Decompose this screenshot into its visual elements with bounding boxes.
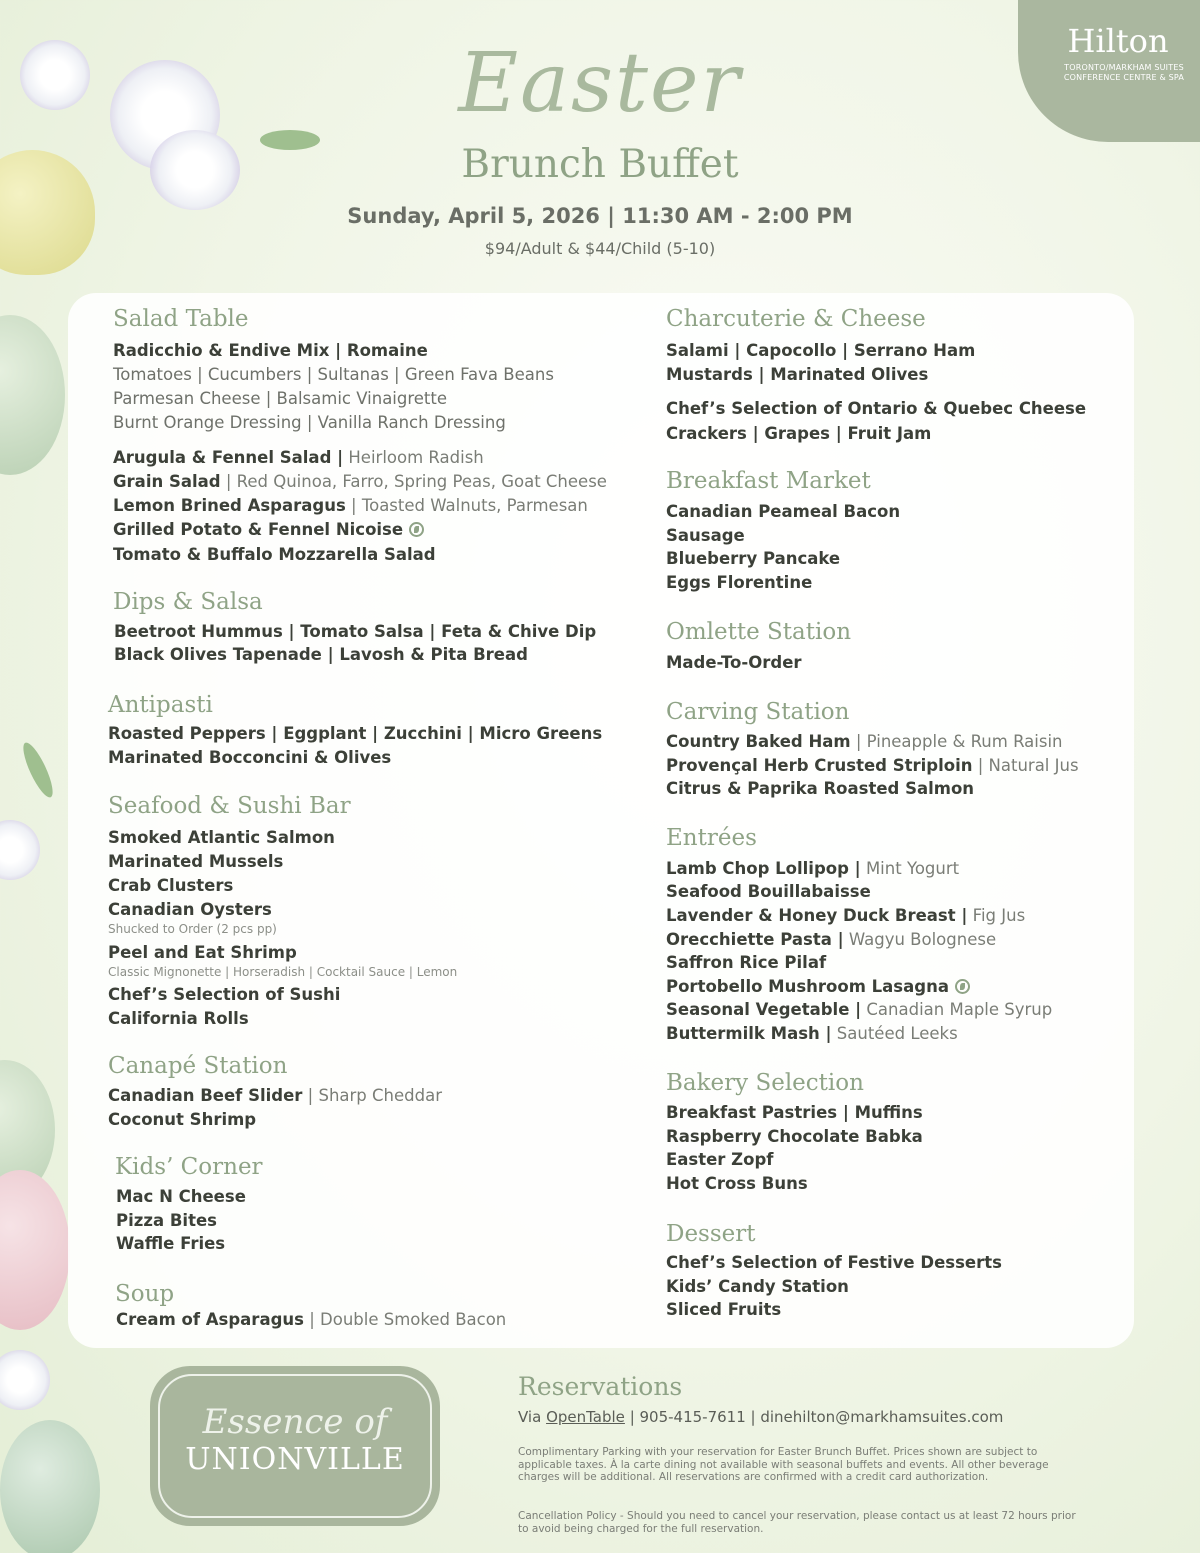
menu-item: Orecchiette Pasta | Wagyu Bolognese [666,930,997,949]
menu-item: Raspberry Chocolate Babka [666,1127,923,1146]
menu-item: Hot Cross Buns [666,1174,808,1193]
menu-item: Peel and Eat Shrimp [108,943,297,962]
menu-item: Portobello Mushroom Lasagna [666,976,970,998]
section-title-breakfast: Breakfast Market [666,468,871,494]
menu-item: Grilled Potato & Fennel Nicoise [113,519,424,541]
menu-item: Sliced Fruits [666,1300,782,1319]
menu-item: Sausage [666,526,745,545]
menu-item: Burnt Orange Dressing | Vanilla Ranch Dressing [113,413,506,432]
menu-item: Canadian Beef Slider | Sharp Cheddar [108,1086,443,1105]
menu-item: Kids’ Candy Station [666,1277,849,1296]
menu-item: Blueberry Pancake [666,549,841,568]
menu-item: Salami | Capocollo | Serrano Ham [666,341,976,360]
menu-item: Roasted Peppers | Eggplant | Zucchini | Micro Greens [108,724,603,743]
opentable-link[interactable]: OpenTable [546,1408,625,1426]
vegetarian-icon [955,979,970,994]
menu-item: California Rolls [108,1009,249,1028]
leaf-decoration [18,739,58,800]
section-title-bakery: Bakery Selection [666,1070,864,1096]
menu-item: Eggs Florentine [666,573,813,592]
menu-item: Pizza Bites [116,1211,217,1230]
section-title-omlette: Omlette Station [666,619,852,645]
menu-item: Mustards | Marinated Olives [666,365,929,384]
page-subtitle: Brunch Buffet [461,142,739,187]
menu-item: Radicchio & Endive Mix | Romaine [113,341,428,360]
menu-item: Chef’s Selection of Ontario & Quebec Cheese [666,399,1087,418]
menu-item: Citrus & Paprika Roasted Salmon [666,779,975,798]
menu-item: Breakfast Pastries | Muffins [666,1103,923,1122]
section-title-soup: Soup [115,1281,175,1307]
section-title-carving: Carving Station [666,699,850,725]
menu-item: Mac N Cheese [116,1187,246,1206]
menu-item: Crab Clusters [108,876,234,895]
menu-item: Marinated Mussels [108,852,284,871]
essence-of-unionville-logo [150,1366,440,1526]
menu-item: Tomatoes | Cucumbers | Sultanas | Green Fava Beans [113,365,554,384]
menu-item: Marinated Bocconcini & Olives [108,748,392,767]
section-title-kids: Kids’ Corner [115,1154,263,1180]
menu-item: Chef’s Selection of Sushi [108,985,341,1004]
reservations-fine-print: Complimentary Parking with your reservation for Easter Brunch Buffet. Prices shown are subject to applicable taxes. À la carte dining not available with seasonal buffets and events. All other beverage charges will be additional. All reservations are confirmed with a credit card authorization. [518,1446,1049,1483]
section-title-dessert: Dessert [666,1221,756,1247]
menu-item: Grain Salad | Red Quinoa, Farro, Spring Peas, Goat Cheese [113,472,607,491]
menu-item: Smoked Atlantic Salmon [108,828,335,847]
menu-item: Coconut Shrimp [108,1110,257,1129]
menu-item-note: Classic Mignonette | Horseradish | Cocktail Sauce | Lemon [108,965,458,979]
menu-item: Black Olives Tapenade | Lavosh & Pita Bread [114,645,528,664]
section-title-dips: Dips & Salsa [113,589,263,615]
flower-decoration [0,820,40,880]
reservations-title: Reservations [518,1372,683,1401]
menu-item: Cream of Asparagus | Double Smoked Bacon [116,1310,507,1329]
menu-item: Lamb Chop Lollipop | Mint Yogurt [666,859,960,878]
event-date: Sunday, April 5, 2026 | 11:30 AM - 2:00 PM [347,204,853,228]
menu-item: Buttermilk Mash | Sautéed Leeks [666,1024,958,1043]
menu-item: Lavender & Honey Duck Breast | Fig Jus [666,906,1026,925]
menu-item: Made-To-Order [666,653,802,672]
section-title-entrees: Entrées [666,825,757,851]
flower-decoration [0,1350,50,1410]
menu-item: Chef’s Selection of Festive Desserts [666,1253,1002,1272]
menu-item-note: Shucked to Order (2 pcs pp) [108,922,277,936]
section-title-seafood: Seafood & Sushi Bar [108,793,351,819]
menu-item: Country Baked Ham | Pineapple & Rum Raisin [666,732,1063,751]
menu-item: Canadian Oysters [108,900,272,919]
section-title-salad: Salad Table [113,306,249,332]
menu-item: Arugula & Fennel Salad | Heirloom Radish [113,448,484,467]
logo-town-text: UNIONVILLE [185,1442,405,1477]
hilton-location: TORONTO/MARKHAM SUITES CONFERENCE CENTRE & SPA [1063,63,1185,82]
section-title-charcuterie: Charcuterie & Cheese [666,306,926,332]
section-title-canape: Canapé Station [108,1053,288,1079]
easter-egg-decoration [0,1170,70,1330]
menu-item: Saffron Rice Pilaf [666,953,827,972]
cancellation-policy: Cancellation Policy - Should you need to cancel your reservation, please contact us at least 72 hours prior to avoid being charged for the full reservation. [518,1510,1076,1535]
easter-egg-decoration [0,1420,100,1553]
hilton-logo: Hilton [1067,22,1169,60]
menu-item: Canadian Peameal Bacon [666,502,901,521]
section-title-antipasti: Antipasti [108,692,213,718]
menu-item: Easter Zopf [666,1150,774,1169]
menu-item: Beetroot Hummus | Tomato Salsa | Feta & Chive Dip [114,622,597,641]
menu-item: Provençal Herb Crusted Striploin | Natural Jus [666,756,1079,775]
vegetarian-icon [409,522,424,537]
menu-item: Crackers | Grapes | Fruit Jam [666,424,932,443]
menu-item: Lemon Brined Asparagus | Toasted Walnuts, Parmesan [113,496,588,515]
menu-item: Seafood Bouillabaisse [666,882,871,901]
menu-item: Tomato & Buffalo Mozzarella Salad [113,545,436,564]
page-title: Easter [458,36,742,131]
menu-item: Waffle Fries [116,1234,226,1253]
event-price: $94/Adult & $44/Child (5-10) [484,239,716,258]
easter-egg-decoration [0,315,65,475]
menu-item: Seasonal Vegetable | Canadian Maple Syrup [666,1000,1053,1019]
reservations-contact: Via OpenTable | 905-415-7611 | dinehilton@markhamsuites.com [518,1408,1004,1426]
menu-item: Parmesan Cheese | Balsamic Vinaigrette [113,389,448,408]
logo-script-text: Essence of [202,1402,388,1442]
